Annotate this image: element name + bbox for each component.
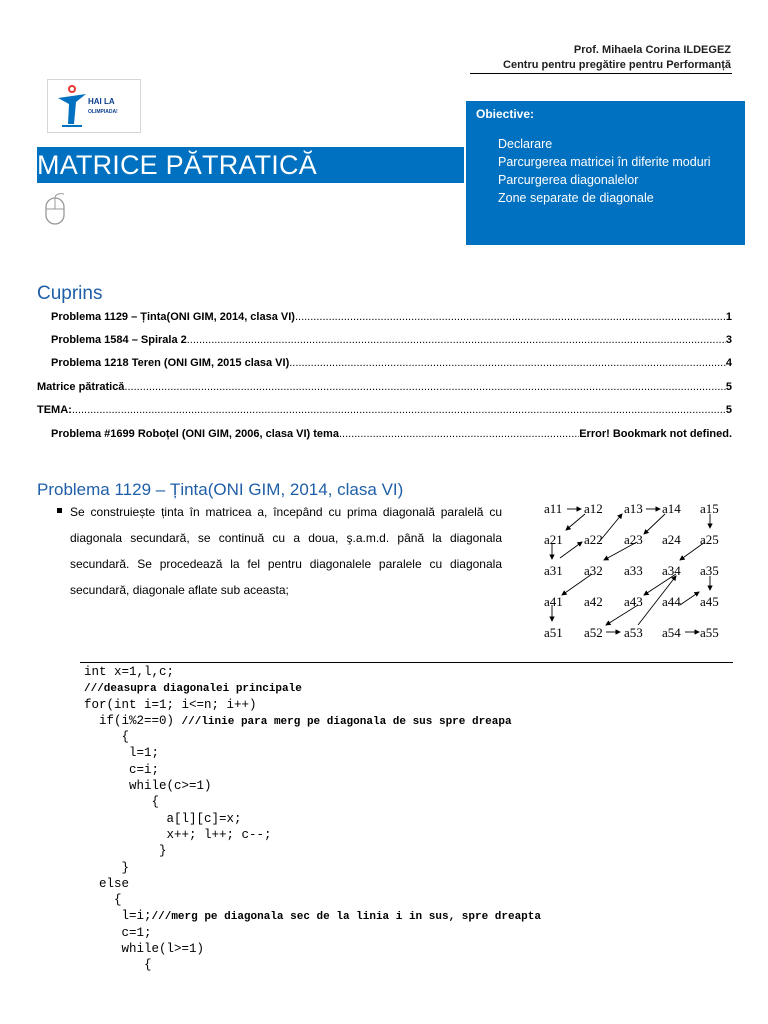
toc-entry-page: 5 [725,404,732,416]
code-line [84,811,744,827]
diagram-cell: a21 [544,532,563,547]
code-line [84,908,744,924]
code-line [84,876,744,892]
diagram-cell: a15 [700,501,719,516]
toc-entry-label: Problema 1218 Teren (ONI GIM, 2015 clasa VI) [51,357,290,369]
code-line [84,827,744,843]
code-text: { [84,730,130,745]
diagram-cell: a11 [544,501,563,516]
code-text: int x=1,l,c; [84,665,175,679]
code-line [84,713,744,729]
diagram-cell: a44 [662,594,681,609]
code-line [84,892,744,908]
objective-item: Parcurgerea matricei în diferite moduri [498,155,711,169]
toc-entry-label: Problema 1584 – Spirala 2 [51,334,187,346]
code-line [84,762,744,778]
diagram-cell: a42 [584,594,603,609]
objective-item: Zone separate de diagonale [498,191,654,205]
mouse-icon [40,192,72,226]
page-title: MATRICE PĂTRATICĂ [37,150,317,180]
paragraph-text: Se construiește ținta în matricea a, începând cu prima diagonală paralelă cu diagonala secundară, se continuă cu a doua, ş.a.m.d. până la diagonala secundară. Se procedează la fel pentru diagonalele paralele cu diagonala secundară, diagonale aflate sub aceasta; [70,505,502,597]
code-line [84,843,744,859]
code-text: l=i; [84,909,152,924]
objectives-label: Obiective: [476,107,535,121]
code-text: } [84,860,130,875]
toc-entry-page: 4 [725,357,732,369]
code-text: x++; l++; c--; [84,827,272,842]
code-text: { [84,893,122,908]
objective-item: Declarare [498,137,553,151]
code-text: c=1; [84,925,152,940]
code-text: while(l>=1) [84,942,205,957]
logo [47,79,141,133]
diagram-cell: a54 [662,625,681,640]
code-line [84,778,744,794]
logo-text-1: HAI LA [88,97,115,106]
code-comment: ///merg pe diagonala sec de la linia i in sus, spre dreapta [151,911,541,924]
toc-entry-label: Problema 1129 – Ținta(ONI GIM, 2014, clasa VI) [51,311,295,323]
diagram-cell: a35 [700,563,719,578]
diagram-cell: a34 [662,563,681,578]
code-line [84,860,744,876]
code-line [84,957,744,973]
toc-entry[interactable] [37,404,732,416]
code-text: l=1; [84,746,160,761]
header-center: Centru pentru pregătire pentru Performanță [503,59,731,71]
code-block [84,664,744,974]
diagram-cell: a52 [584,625,603,640]
diagram-cell: a12 [584,501,603,516]
code-text: if(i%2==0) [84,713,182,728]
objective-item: Parcurgerea diagonalelor [498,173,639,187]
code-comment: ///deasupra diagonalei principale [84,683,302,696]
code-line [84,925,744,941]
code-line [84,729,744,745]
toc-entry[interactable] [37,357,732,369]
toc-entry[interactable] [37,311,732,323]
toc-entry[interactable] [37,381,732,393]
toc-entry[interactable] [37,428,732,440]
diagram-cell: a14 [662,501,681,516]
diagram-cell: a51 [544,625,563,640]
diagram-cell: a23 [624,532,643,547]
diagram-cell: a13 [624,501,643,516]
code-text: else [84,876,130,891]
diagram-cell: a24 [662,532,681,547]
diagram-cell: a45 [700,594,719,609]
diagram-cell: a31 [544,563,563,578]
problem-paragraph [54,499,502,603]
toc-entry-page: 5 [725,381,732,393]
toc-entry-page: 3 [725,334,732,346]
diagram-cell: a33 [624,563,643,578]
logo-text-2: OLIMPIADA! [88,109,118,115]
toc-entry-label: Problema #1699 Roboțel (ONI GIM, 2006, clasa VI) tema [51,428,339,440]
code-text: while(c>=1) [84,779,212,794]
diagram-cell: a53 [624,625,643,640]
diagram-cell: a22 [584,532,603,547]
code-text: a[l][c]=x; [84,811,242,826]
toc-entry-label: Matrice pătratică [37,381,125,393]
code-text: c=i; [84,762,160,777]
toc-entry-page: Error! Bookmark not defined. [579,428,732,440]
code-line [84,794,744,810]
diagram-cell: a55 [700,625,719,640]
code-line [84,745,744,761]
code-line [84,664,744,680]
toc-entry-page: 1 [725,311,732,323]
code-text: for(int i=1; i<=n; i++) [84,697,257,712]
code-line [84,697,744,713]
diagram-cell: a25 [700,532,719,547]
code-text: } [84,844,167,859]
header-author: Prof. Mihaela Corina ILDEGEZ [573,44,731,56]
diagram-cells [544,501,719,640]
header-rule [470,73,732,74]
diagram-cell: a32 [584,563,603,578]
diagram-cell: a41 [544,594,563,609]
logo-graphic [48,80,140,132]
objectives-list [498,135,728,207]
traversal-diagram [540,498,730,642]
code-line [84,941,744,957]
code-line [84,680,744,696]
toc-entry-label: TEMA: [37,404,72,416]
code-rule [80,662,733,663]
code-text: { [84,795,160,810]
code-comment: ///linie para merg pe diagonala de sus spre dreapa [181,715,512,728]
objectives-box [466,101,745,245]
toc-title: Cuprins [37,283,103,304]
section-heading: Problema 1129 – Ținta(ONI GIM, 2014, clasa VI) [37,480,404,499]
diagram-cell: a43 [624,594,643,609]
toc-entry[interactable] [37,334,732,346]
code-text: { [84,958,152,973]
